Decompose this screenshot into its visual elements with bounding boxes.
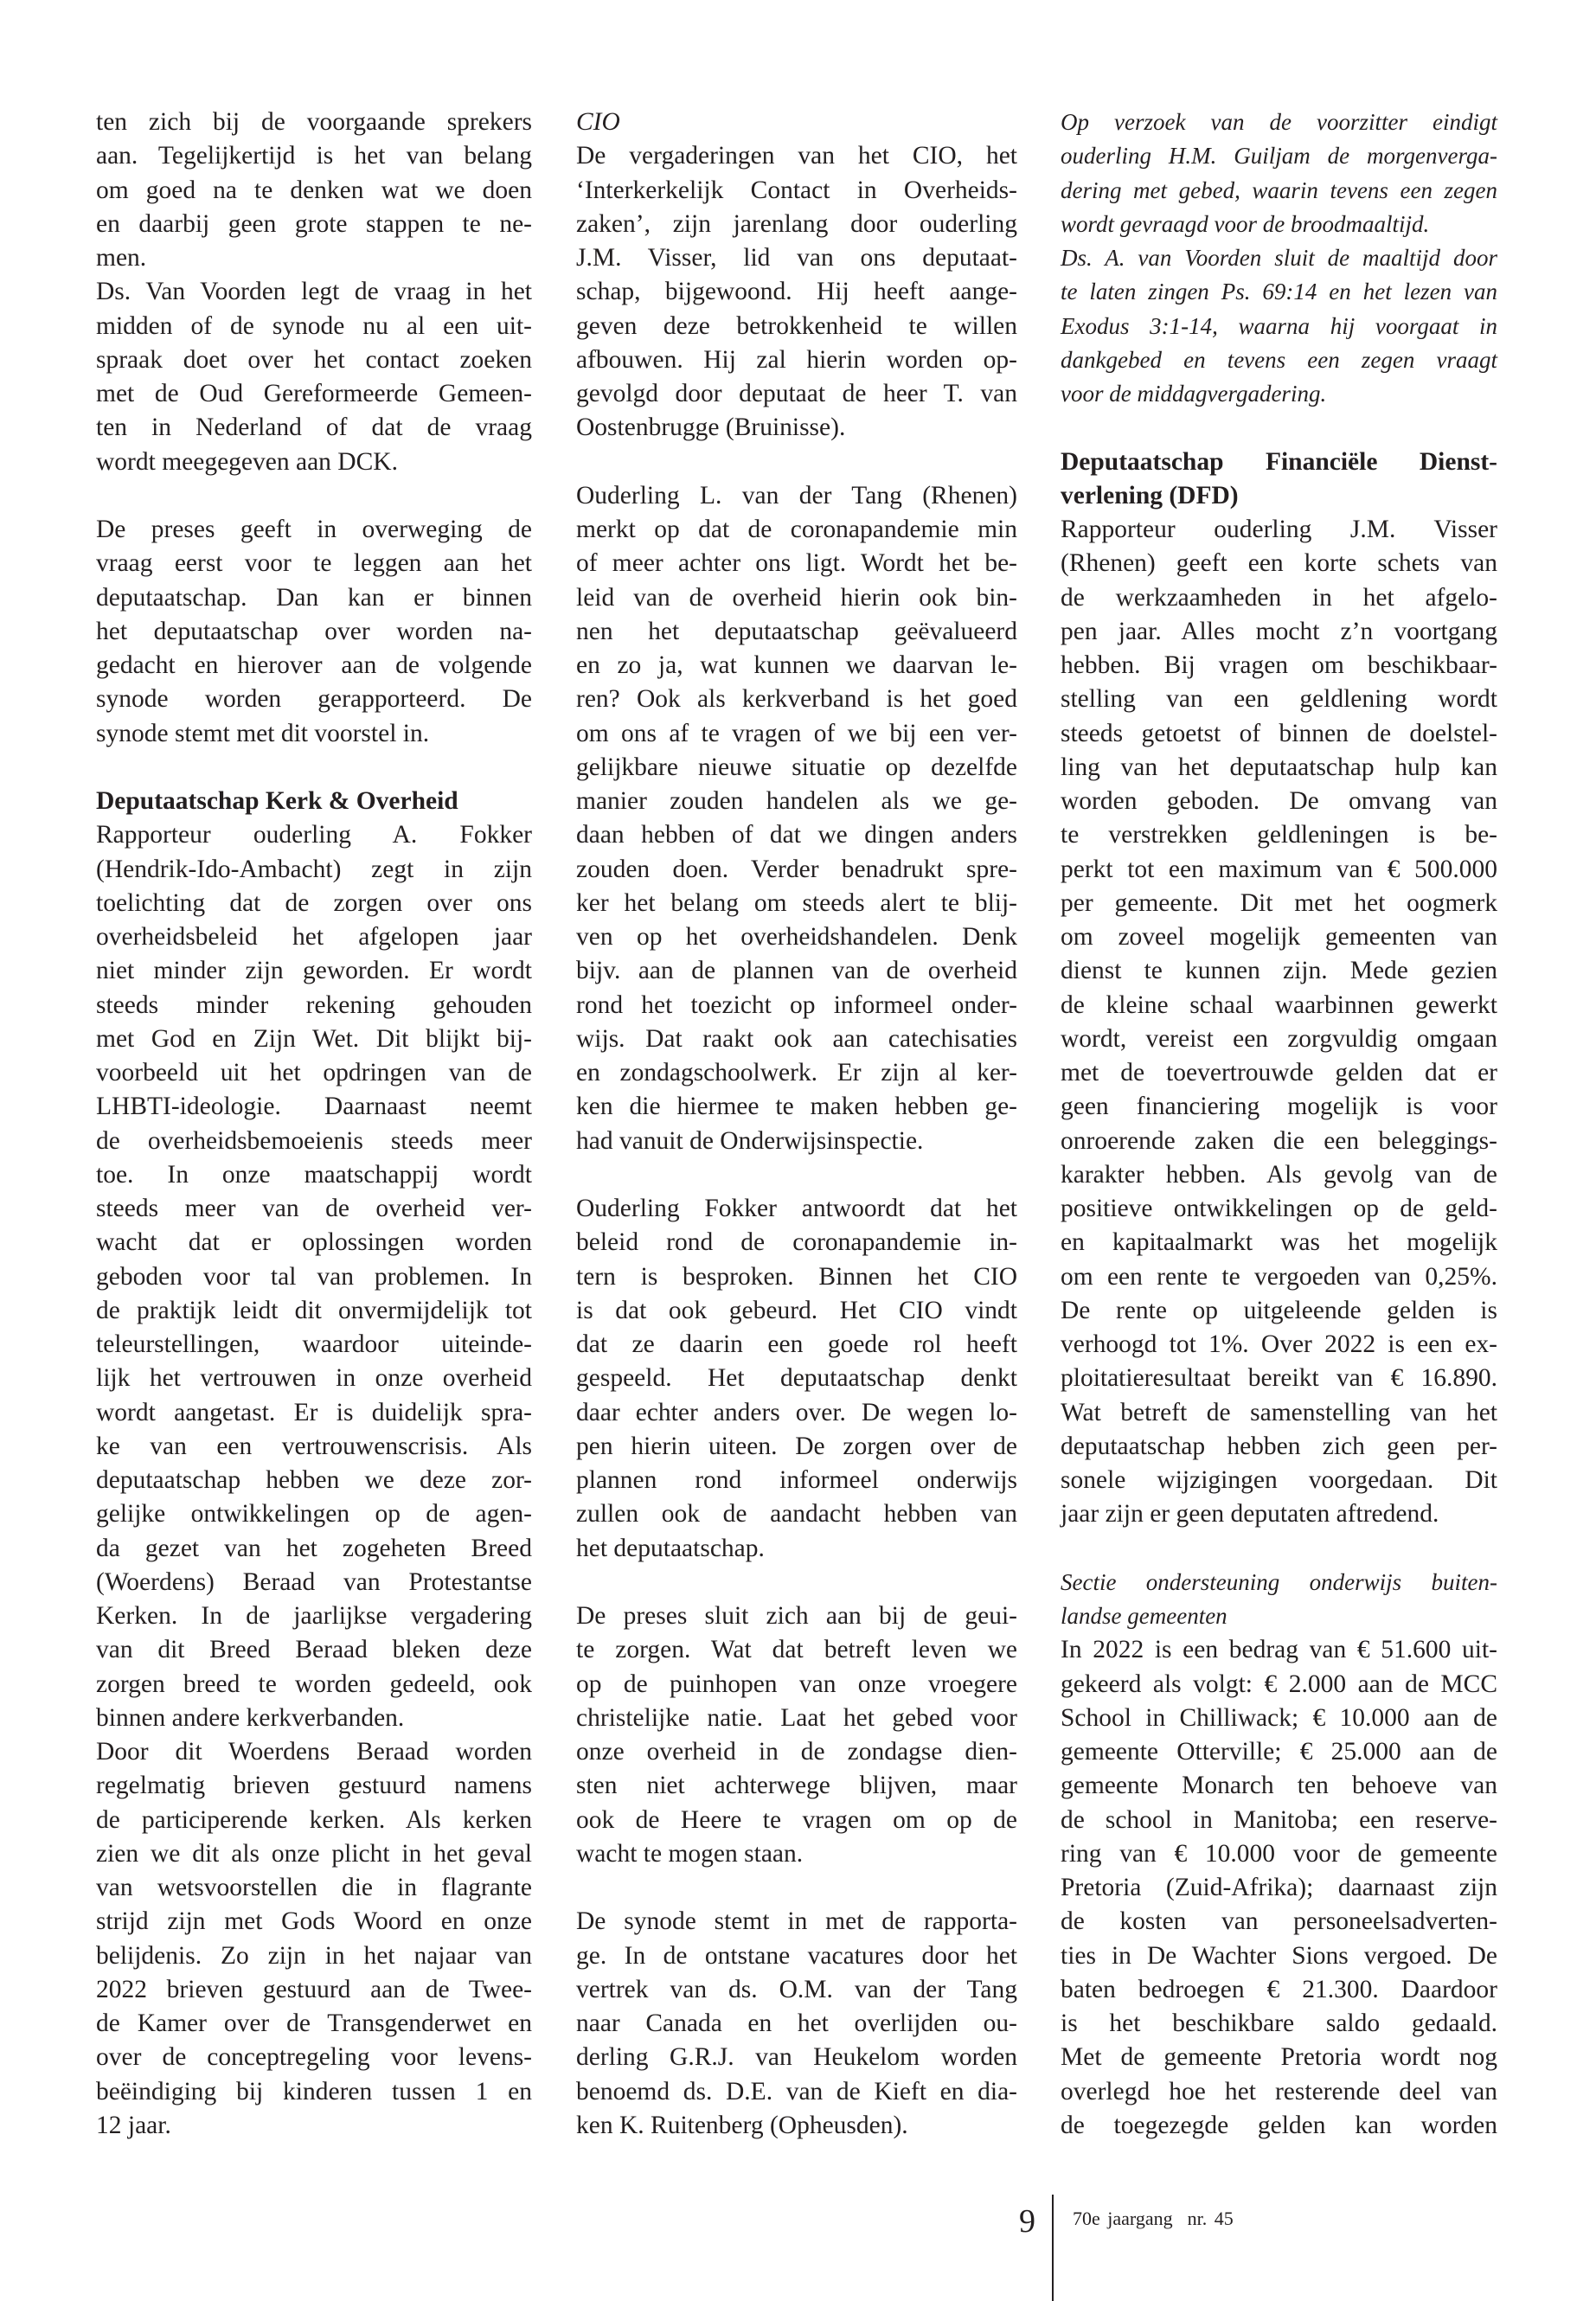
text-line: ke van een vertrouwenscrisis. Als — [96, 1432, 532, 1460]
text-line: en zondagschoolwerk. Er zijn al ker- — [576, 1059, 1017, 1086]
text-line: synode stemt met dit voorstel in. — [96, 719, 430, 747]
text-line: over de conceptregeling voor levens- — [96, 2043, 532, 2072]
paragraph-gap — [576, 1158, 1017, 1192]
text-line: en kapitaalmarkt was het mogelijk — [1061, 1228, 1497, 1257]
text-line: rond het toezicht op informeel onder- — [576, 990, 1017, 1019]
text-line: sonele wijzigingen voorgedaan. Dit — [1061, 1466, 1497, 1494]
text-line: positieve ontwikkelingen op de geld- — [1061, 1195, 1497, 1222]
text-line: om goed na te denken wat we doen — [96, 176, 532, 204]
text-line: strijd zijn met Gods Woord en onze — [96, 1907, 532, 1936]
text-line: voorbeeld uit het opdringen van de — [96, 1059, 532, 1086]
text-line: geboden voor tal van problemen. In — [96, 1262, 532, 1291]
text-line: geven deze betrokkenheid te willen — [576, 311, 1017, 340]
text-line: CIO — [576, 108, 620, 136]
text-line: ouderling H.M. Guiljam de morgenverga- — [1061, 143, 1497, 170]
text-line: wacht dat er oplossingen worden — [96, 1228, 532, 1257]
text-line: leid van de overheid hierin ook bin- — [576, 583, 1017, 612]
text-line: verhoogd tot 1%. Over 2022 is een ex- — [1061, 1330, 1497, 1358]
text-line: hebben. Bij vragen om beschikbaar- — [1061, 651, 1497, 679]
text-line: Exodus 3:1-14, waarna hij voorgaat in — [1061, 312, 1497, 339]
text-line: is het beschikbare saldo gedaald. — [1061, 2009, 1497, 2037]
text-line: gespeeld. Het deputaatschap denkt — [576, 1364, 1017, 1393]
text-line: Op verzoek van de voorzitter eindigt — [1061, 109, 1497, 135]
text-line: van dit Breed Beraad bleken deze — [96, 1636, 532, 1664]
text-line: afbouwen. Hij zal hierin worden op- — [576, 345, 1017, 374]
paragraph-gap — [96, 751, 532, 785]
text-line: het deputaatschap. — [576, 1534, 765, 1562]
text-line: christelijke natie. Laat het gebed voor — [576, 1703, 1017, 1732]
text-line: derling G.R.J. van Heukelom worden — [576, 2043, 1017, 2072]
text-line: onze overheid in de zondagse dien- — [576, 1738, 1017, 1766]
text-line: de overheidsbemoeienis steeds meer — [96, 1126, 532, 1155]
text-line: geen financiering mogelijk is voor — [1061, 1093, 1497, 1121]
text-line: Wat betreft de samenstelling van het — [1061, 1398, 1497, 1426]
text-line: manier zouden handelen als we ge- — [576, 787, 1017, 815]
text-line: om een rente te vergoeden van 0,25%. — [1061, 1262, 1497, 1291]
paragraph-gap — [576, 1566, 1017, 1599]
text-line: 2022 brieven gestuurd aan de Twee- — [96, 1975, 532, 2003]
text-line: wijs. Dat raakt ook aan catechisaties — [576, 1024, 1017, 1053]
text-line: steeds meer van de overheid ver- — [96, 1195, 532, 1222]
text-line: beleid rond de coronapandemie in- — [576, 1228, 1017, 1257]
text-line: en daarbij geen grote stappen te ne- — [96, 209, 532, 238]
text-line: tern is besproken. Binnen het CIO — [576, 1262, 1017, 1291]
text-line: daan hebben of dat we dingen anders — [576, 821, 1017, 849]
text-line: en zo ja, wat kunnen we daarvan le- — [576, 651, 1017, 679]
text-line: De preses geeft in overweging de — [96, 516, 532, 543]
text-line: gemeente Monarch ten behoeve van — [1061, 1772, 1497, 1800]
text-line: merkt op dat de coronapandemie min — [576, 516, 1017, 543]
text-line: Oostenbrugge (Bruinisse). — [576, 413, 846, 442]
text-line: per gemeente. Dit met het oogmerk — [1061, 888, 1497, 917]
text-column-middle — [576, 106, 1017, 2143]
paragraph-gap — [96, 479, 532, 513]
text-line: De synode stemt in met de rapporta- — [576, 1907, 1017, 1936]
text-line: de werkzaamheden in het afgelo- — [1061, 583, 1497, 612]
text-line: had vanuit de Onderwijsinspectie. — [576, 1126, 924, 1155]
text-line: gemeente Otterville; € 25.000 aan de — [1061, 1738, 1497, 1766]
paragraph-gap — [576, 445, 1017, 479]
text-line: regelmatig brieven gestuurd namens — [96, 1772, 532, 1800]
text-line: perkt tot een maximum van € 500.000 — [1061, 855, 1497, 883]
text-line: of meer achter ons ligt. Wordt het be- — [576, 549, 1017, 578]
text-line: midden of de synode nu al een uit- — [96, 311, 532, 340]
text-line: wordt, vereist een zorgvuldig omgaan — [1061, 1024, 1497, 1053]
text-line: lijk het vertrouwen in onze overheid — [96, 1364, 532, 1393]
text-line: Kerken. In de jaarlijkse vergadering — [96, 1602, 532, 1630]
text-line: nen het deputaatschap geëvalueerd — [576, 617, 1017, 645]
text-line: wordt meegegeven aan DCK. — [96, 447, 398, 476]
text-line: gevolgd door deputaat de heer T. van — [576, 380, 1017, 407]
text-line: Door dit Woerdens Beraad worden — [96, 1738, 532, 1766]
text-line: ven op het overheidshandelen. Denk — [576, 923, 1017, 951]
text-line: naar Canada en het overlijden ou- — [576, 2009, 1017, 2037]
text-line: gelijke ontwikkelingen op de agen- — [96, 1500, 532, 1529]
text-line: binnen andere kerkverbanden. — [96, 1703, 405, 1732]
text-line: om ons af te vragen of we bij een ver- — [576, 719, 1017, 747]
text-line: spraak doet over het contact zoeken — [96, 345, 532, 374]
text-line: zien we dit als onze plicht in het geval — [96, 1839, 532, 1868]
text-line: teleurstellingen, waardoor uiteinde- — [96, 1330, 532, 1358]
text-line: ker het belang om steeds alert te blij- — [576, 888, 1017, 917]
text-line: ten in Nederland of dat de vraag — [96, 413, 532, 442]
text-line: (Woerdens) Beraad van Protestantse — [96, 1567, 532, 1596]
text-line: Rapporteur ouderling A. Fokker — [96, 821, 532, 849]
text-line: zullen ook de aandacht hebben van — [576, 1500, 1017, 1529]
text-line: dering met gebed, waarin tevens een zegen — [1061, 176, 1497, 203]
text-line: jaar zijn er geen deputaten aftredend. — [1061, 1500, 1439, 1529]
text-line: synode worden gerapporteerd. De — [96, 685, 532, 714]
text-line: De rente op uitgeleende gelden is — [1061, 1296, 1497, 1324]
text-line: ook de Heere te vragen om op de — [576, 1805, 1017, 1834]
text-line: ken die hiermee te maken hebben ge- — [576, 1093, 1017, 1121]
text-line: dankgebed en tevens een zegen vraagt — [1061, 346, 1497, 373]
text-line: de toegezegde gelden kan worden — [1061, 2111, 1497, 2139]
text-line: niet minder zijn geworden. Er wordt — [96, 957, 532, 985]
text-line: ge. In de ontstane vacatures door het — [576, 1941, 1017, 1970]
text-line: pen hierin uiteen. De zorgen over de — [576, 1432, 1017, 1460]
text-line: Ouderling L. van der Tang (Rhenen) — [576, 481, 1017, 510]
text-line: Ds. A. van Voorden sluit de maaltijd door — [1061, 245, 1497, 271]
text-line: deputaatschap hebben zich geen per- — [1061, 1432, 1497, 1460]
paragraph-gap — [1061, 411, 1497, 445]
text-line: overheidsbeleid het afgelopen jaar — [96, 923, 532, 951]
text-line: ren? Ook als kerkverband is het goed — [576, 685, 1017, 714]
text-line: om zoveel mogelijk gemeenten van — [1061, 923, 1497, 951]
text-line: ling van het deputaatschap hulp kan — [1061, 753, 1497, 781]
text-line: de participerende kerken. Als kerken — [96, 1805, 532, 1834]
text-line: ten zich bij de voorgaande sprekers — [96, 108, 532, 136]
text-line: wacht te mogen staan. — [576, 1839, 804, 1868]
text-line: voor de middagvergadering. — [1061, 381, 1327, 407]
text-line: gekeerd als volgt: € 2.000 aan de MCC — [1061, 1670, 1497, 1698]
text-line: 12 jaar. — [96, 2111, 171, 2139]
text-line: (Hendrik-Ido-Ambacht) zegt in zijn — [96, 855, 532, 883]
text-line: Rapporteur ouderling J.M. Visser — [1061, 516, 1497, 543]
text-line: onroerende zaken die een beleggings- — [1061, 1126, 1497, 1155]
issue-label: 70e jaargang nr. 45 — [1073, 2208, 1234, 2229]
text-line: baten bedroegen € 21.300. Daardoor — [1061, 1975, 1497, 2003]
text-line: het deputaatschap over worden na- — [96, 617, 532, 645]
text-line: wordt gevraagd voor de broodmaaltijd. — [1061, 210, 1430, 237]
text-line: met de toevertrouwde gelden dat er — [1061, 1059, 1497, 1086]
text-line: gelijkbare nieuwe situatie op dezelfde — [576, 753, 1017, 781]
text-line: benoemd ds. D.E. van de Kieft en dia- — [576, 2077, 1017, 2106]
text-line: da gezet van het zogeheten Breed — [96, 1534, 532, 1562]
text-line: met de Oud Gereformeerde Gemeen- — [96, 380, 532, 407]
text-line: met God en Zijn Wet. Dit blijkt bij- — [96, 1024, 532, 1053]
text-line: De vergaderingen van het CIO, het — [576, 142, 1017, 170]
text-line: deputaatschap hebben we deze zor- — [96, 1466, 532, 1494]
text-line: School in Chilliwack; € 10.000 aan de — [1061, 1703, 1497, 1732]
text-line: Met de gemeente Pretoria wordt nog — [1061, 2043, 1497, 2072]
text-line: dat ze daarin een goede rol heeft — [576, 1330, 1017, 1358]
paragraph-gap — [1061, 1532, 1497, 1566]
text-line: de kleine schaal waarbinnen gewerkt — [1061, 990, 1497, 1019]
text-line: vraag eerst voor te leggen aan het — [96, 549, 532, 578]
text-line: landse gemeenten — [1061, 1603, 1227, 1629]
text-line: zaken’, zijn jarenlang door ouderling — [576, 209, 1017, 238]
text-line: LHBTI-ideologie. Daarnaast neemt — [96, 1093, 532, 1121]
text-line: ring van € 10.000 voor de gemeente — [1061, 1839, 1497, 1868]
text-column-left — [96, 106, 532, 2143]
text-line: stelling van een geldlening wordt — [1061, 685, 1497, 714]
text-line: zouden doen. Verder benadrukt spre- — [576, 855, 1017, 883]
text-line: is dat ook gebeurd. Het CIO vindt — [576, 1296, 1017, 1324]
text-line: te laten zingen Ps. 69:14 en het lezen van — [1061, 279, 1497, 305]
text-line: op de puinhopen van onze vroegere — [576, 1670, 1017, 1698]
text-line: ties in De Wachter Sions vergoed. De — [1061, 1941, 1497, 1970]
text-line: te zorgen. Wat dat betreft leven we — [576, 1636, 1017, 1664]
section-heading-line: Deputaatschap Kerk & Overheid — [96, 787, 458, 815]
text-line: gedacht en hierover aan de volgende — [96, 651, 532, 679]
footer-divider — [1052, 2195, 1054, 2301]
text-line: beëindiging bij kinderen tussen 1 en — [96, 2077, 532, 2106]
text-line: plannen rond informeel onderwijs — [576, 1466, 1017, 1494]
text-line: karakter hebben. Als gevolg van de — [1061, 1160, 1497, 1189]
text-line: ken K. Ruitenberg (Opheusden). — [576, 2111, 908, 2139]
text-line: steeds getoetst of binnen de doelstel- — [1061, 719, 1497, 747]
text-line: deputaatschap. Dan kan er binnen — [96, 583, 532, 612]
text-line: J.M. Visser, lid van ons deputaat- — [576, 244, 1017, 272]
text-line: schap, bijgewoond. Hij heeft aange- — [576, 278, 1017, 306]
text-line: pen jaar. Alles mocht z’n voortgang — [1061, 617, 1497, 645]
text-line: worden geboden. De omvang van — [1061, 787, 1497, 815]
text-line: te verstrekken geldleningen is be- — [1061, 821, 1497, 849]
text-line: de school in Manitoba; een reserve- — [1061, 1805, 1497, 1834]
text-line: Pretoria (Zuid-Afrika); daarnaast zijn — [1061, 1874, 1497, 1901]
text-line: belijdenis. Zo zijn in het najaar van — [96, 1941, 532, 1970]
text-line: De preses sluit zich aan bij de geui- — [576, 1602, 1017, 1630]
text-line: wordt aangetast. Er is duidelijk spra- — [96, 1398, 532, 1426]
section-heading-line: Deputaatschap Financiële Dienst- — [1061, 447, 1497, 476]
text-line: In 2022 is een bedrag van € 51.600 uit- — [1061, 1636, 1497, 1664]
text-line: de praktijk leidt dit onvermijdelijk tot — [96, 1296, 532, 1324]
text-line: vertrek van ds. O.M. van der Tang — [576, 1975, 1017, 2003]
text-line: Ouderling Fokker antwoordt dat het — [576, 1195, 1017, 1222]
text-line: sten niet achterwege blijven, maar — [576, 1772, 1017, 1800]
text-line: toe. In onze maatschappij wordt — [96, 1160, 532, 1189]
text-line: aan. Tegelijkertijd is het van belang — [96, 142, 532, 170]
text-line: (Rhenen) geeft een korte schets van — [1061, 549, 1497, 578]
text-line: men. — [96, 244, 147, 272]
text-line: overlegd hoe het resterende deel van — [1061, 2077, 1497, 2106]
text-line: Ds. Van Voorden legt de vraag in het — [96, 278, 532, 306]
text-line: ploitatieresultaat bereikt van € 16.890. — [1061, 1364, 1497, 1393]
text-line: de Kamer over de Transgenderwet en — [96, 2009, 532, 2037]
text-line: ‘Interkerkelijk Contact in Overheids- — [576, 176, 1017, 204]
text-line: van wetsvoorstellen die in flagrante — [96, 1874, 532, 1901]
text-line: de kosten van personeelsadverten- — [1061, 1907, 1497, 1936]
text-line: toelichting dat de zorgen over ons — [96, 888, 532, 917]
text-line: dienst te kunnen zijn. Mede gezien — [1061, 957, 1497, 985]
page-number: 9 — [1019, 2203, 1035, 2240]
text-column-right — [1061, 106, 1497, 2143]
text-line: bijv. aan de plannen van de overheid — [576, 957, 1017, 985]
text-line: Sectie ondersteuning onderwijs buiten- — [1061, 1568, 1497, 1595]
text-line: daar echter anders over. De wegen lo- — [576, 1398, 1017, 1426]
text-line: zorgen breed te worden gedeeld, ook — [96, 1670, 532, 1698]
paragraph-gap — [576, 1871, 1017, 1905]
text-line: steeds minder rekening gehouden — [96, 990, 532, 1019]
section-heading-line: verlening (DFD) — [1061, 481, 1239, 510]
